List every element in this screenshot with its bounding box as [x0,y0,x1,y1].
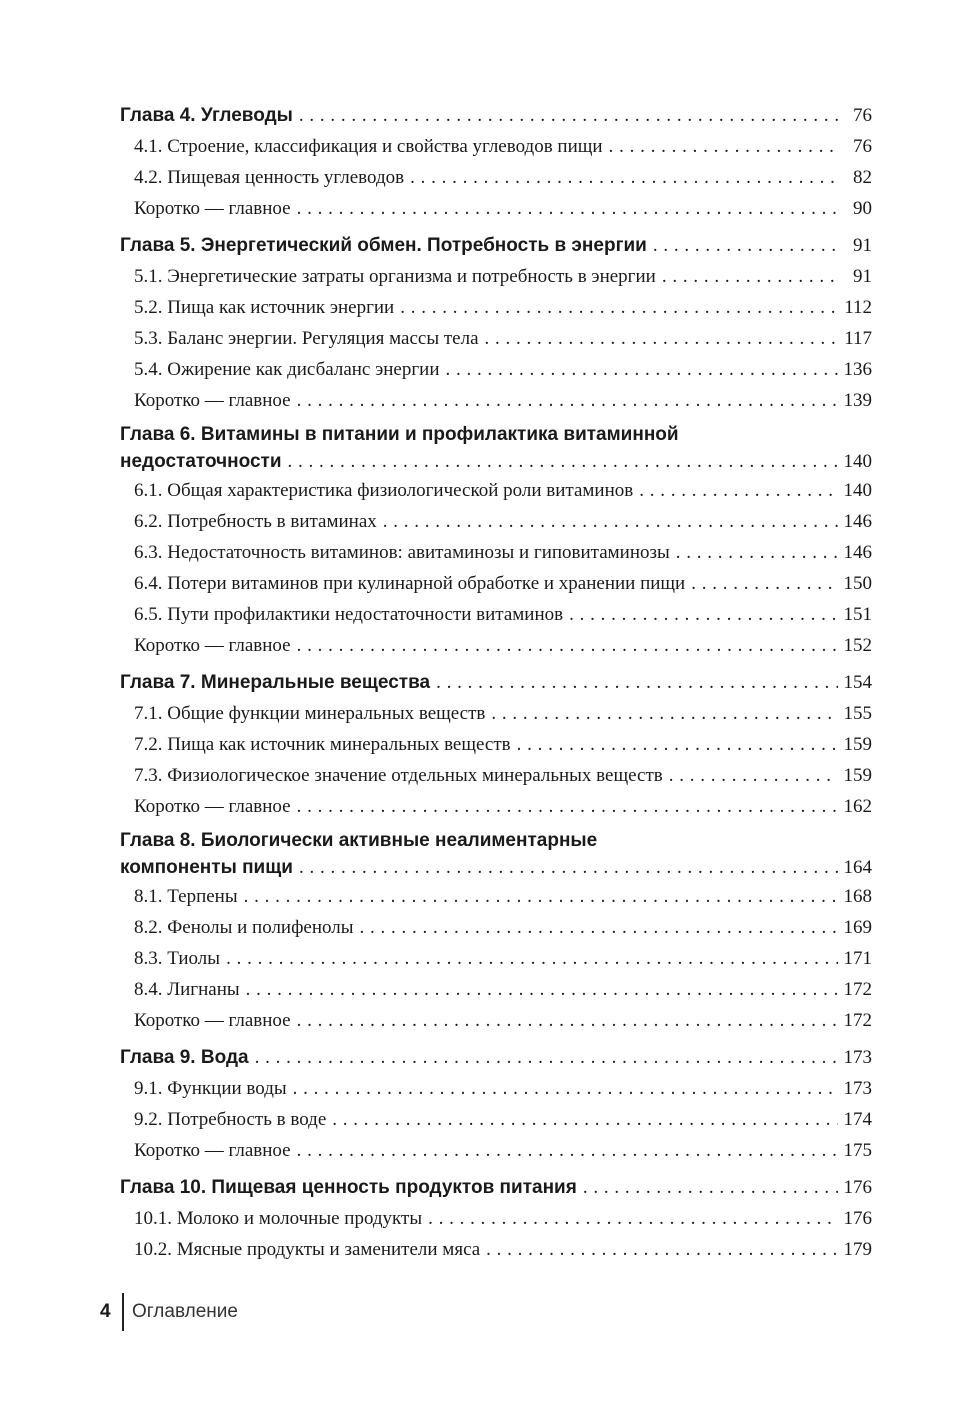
entry-label: Коротко — главное [134,635,291,656]
toc-entry-8-summary[interactable] [120,1005,872,1036]
footer-page-number: 4 [100,1301,111,1322]
page-number: 76 [853,105,872,126]
dot-leader [410,162,838,193]
toc-entry-8-1[interactable] [120,881,872,912]
dot-leader [226,943,837,974]
dot-leader [517,729,838,760]
chapter-title: Глава 5. Энергетический обмен. Потребность в энергии [120,235,647,256]
toc-entry-7-1[interactable] [120,698,872,729]
dot-leader [486,1234,837,1265]
entry-label: 8.4. Лигнаны [134,979,240,1000]
toc-entry-6-2[interactable] [120,506,872,537]
entry-label: 7.1. Общие функции минеральных веществ [134,703,486,724]
entry-label: 8.1. Терпены [134,886,238,907]
page-number: 154 [843,672,872,693]
chapter-title: Глава 9. Вода [120,1047,249,1068]
dot-leader [299,100,838,131]
footer-section-title: Оглавление [132,1301,238,1322]
dot-leader [297,791,838,822]
dot-leader [491,698,837,729]
dot-leader [255,1042,838,1073]
dot-leader [332,1104,837,1135]
dot-leader [428,1203,837,1234]
entry-label: 6.3. Недостаточность витаминов: авитаминозы и гиповитаминозы [134,542,670,563]
page-number: 159 [843,765,872,786]
toc-entry-8-2[interactable] [120,912,872,943]
dot-leader [669,760,838,791]
chapter-title: Глава 7. Минеральные вещества [120,672,431,693]
toc-entry-4-summary[interactable] [120,193,872,224]
entry-label: 6.1. Общая характеристика физиологической роли витаминов [134,480,634,501]
toc-chapter-7[interactable] [120,667,872,698]
dot-leader [299,854,838,881]
page-footer [100,1292,238,1332]
page-number: 76 [853,136,872,157]
toc-entry-5-summary[interactable] [120,385,872,416]
entry-label: Коротко — главное [134,1140,291,1161]
dot-leader [676,537,838,568]
entry-label: Коротко — главное [134,1010,291,1031]
entry-label: 10.2. Мясные продукты и заменители мяса [134,1239,481,1260]
page-number: 173 [843,1047,872,1068]
entry-label: 7.2. Пища как источник минеральных веществ [134,734,511,755]
entry-label: 4.1. Строение, классификация и свойства углеводов пищи [134,136,603,157]
page-number: 90 [853,198,872,219]
page-number: 172 [843,1010,872,1031]
entry-label: 4.2. Пищевая ценность углеводов [134,167,405,188]
entry-label: 5.4. Ожирение как дисбаланс энергии [134,359,440,380]
dot-leader [297,630,838,661]
dot-leader [383,506,838,537]
entry-label: 6.5. Пути профилактики недостаточности витаминов [134,604,564,625]
dot-leader [639,475,837,506]
entry-label: 6.2. Потребность в витаминах [134,511,377,532]
toc-chapter-9[interactable] [120,1042,872,1073]
entry-label: 5.1. Энергетические затраты организма и потребность в энергии [134,266,656,287]
dot-leader [288,448,838,475]
toc-entry-5-3[interactable] [120,323,872,354]
dot-leader [246,974,838,1005]
toc-entry-10-1[interactable] [120,1203,872,1234]
chapter-title: недостаточности [120,451,282,472]
page-number: 152 [843,635,872,656]
toc-entry-9-1[interactable] [120,1073,872,1104]
entry-label: 6.4. Потери витаминов при кулинарной обработке и хранении пищи [134,573,686,594]
page-number: 139 [843,390,872,411]
entry-label: Коротко — главное [134,198,291,219]
entry-label: 7.3. Физиологическое значение отдельных минеральных веществ [134,765,663,786]
page-number: 171 [843,948,872,969]
page-number: 91 [853,266,872,287]
toc-entry-5-4[interactable] [120,354,872,385]
dot-leader [297,1005,838,1036]
toc-chapter-8[interactable] [120,854,872,881]
toc-chapter-5[interactable] [120,230,872,261]
toc-chapter-4[interactable] [120,100,872,131]
toc-entry-4-1[interactable] [120,131,872,162]
toc-entry-6-1[interactable] [120,475,872,506]
toc-entry-7-3[interactable] [120,760,872,791]
page-number: 176 [843,1208,872,1229]
table-of-contents [120,100,872,1265]
page-number: 150 [843,573,872,594]
entry-label: 8.3. Тиолы [134,948,221,969]
page-number: 169 [843,917,872,938]
dot-leader [297,1135,838,1166]
dot-leader [583,1172,838,1203]
dot-leader [691,568,837,599]
chapter-title: компоненты пищи [120,857,293,878]
toc-chapter-10[interactable] [120,1172,872,1203]
dot-leader [244,881,838,912]
toc-entry-6-5[interactable] [120,599,872,630]
toc-entry-4-2[interactable] [120,162,872,193]
page-number: 146 [843,511,872,532]
toc-entry-9-summary[interactable] [120,1135,872,1166]
page-number: 174 [843,1109,872,1130]
page-number: 164 [843,857,872,878]
footer-divider [122,1293,124,1331]
page-number: 140 [843,480,872,501]
chapter-title: Глава 10. Пищевая ценность продуктов питания [120,1177,577,1198]
toc-entry-10-2[interactable] [120,1234,872,1265]
page-number: 168 [843,886,872,907]
dot-leader [653,230,838,261]
dot-leader [436,667,837,698]
dot-leader [569,599,837,630]
dot-leader [293,1073,838,1104]
toc-entry-9-2[interactable] [120,1104,872,1135]
entry-label: Коротко — главное [134,390,291,411]
page-number: 175 [843,1140,872,1161]
dot-leader [662,261,838,292]
page-number: 151 [843,604,872,625]
dot-leader [360,912,838,943]
page-number: 159 [843,734,872,755]
entry-label: 9.2. Потребность в воде [134,1109,327,1130]
entry-label: 8.2. Фенолы и полифенолы [134,917,354,938]
page-number: 112 [844,297,872,318]
toc-chapter-8-title-line1[interactable]: Глава 8. Биологически активные неалиментарные [120,830,598,851]
toc-entry-7-2[interactable] [120,729,872,760]
dot-leader [400,292,838,323]
page-number: 155 [843,703,872,724]
page-number: 136 [843,359,872,380]
page-number: 146 [843,542,872,563]
toc-entry-5-1[interactable] [120,261,872,292]
chapter-title: Глава 4. Углеводы [120,105,293,126]
toc-entry-6-summary[interactable] [120,630,872,661]
toc-entry-7-summary[interactable] [120,791,872,822]
toc-chapter-6[interactable] [120,448,872,475]
page-number: 82 [853,167,872,188]
entry-label: 5.2. Пища как источник энергии [134,297,395,318]
page-number: 140 [843,451,872,472]
toc-entry-5-2[interactable] [120,292,872,323]
entry-label: Коротко — главное [134,796,291,817]
toc-entry-6-3[interactable] [120,537,872,568]
dot-leader [297,193,838,224]
page-number: 117 [844,328,872,349]
page-number: 91 [853,235,872,256]
page-number: 173 [843,1078,872,1099]
page-number: 172 [843,979,872,1000]
toc-entry-6-4[interactable] [120,568,872,599]
dot-leader [446,354,838,385]
entry-label: 10.1. Молоко и молочные продукты [134,1208,423,1229]
entry-label: 5.3. Баланс энергии. Регуляция массы тела [134,328,479,349]
dot-leader [609,131,838,162]
toc-entry-8-4[interactable] [120,974,872,1005]
entry-label: 9.1. Функции воды [134,1078,287,1099]
dot-leader [485,323,838,354]
toc-chapter-6-title-line1[interactable]: Глава 6. Витамины в питании и профилактика витаминной [120,424,679,445]
page-number: 162 [843,796,872,817]
page-number: 176 [843,1177,872,1198]
dot-leader [297,385,838,416]
page-number: 179 [843,1239,872,1260]
toc-entry-8-3[interactable] [120,943,872,974]
